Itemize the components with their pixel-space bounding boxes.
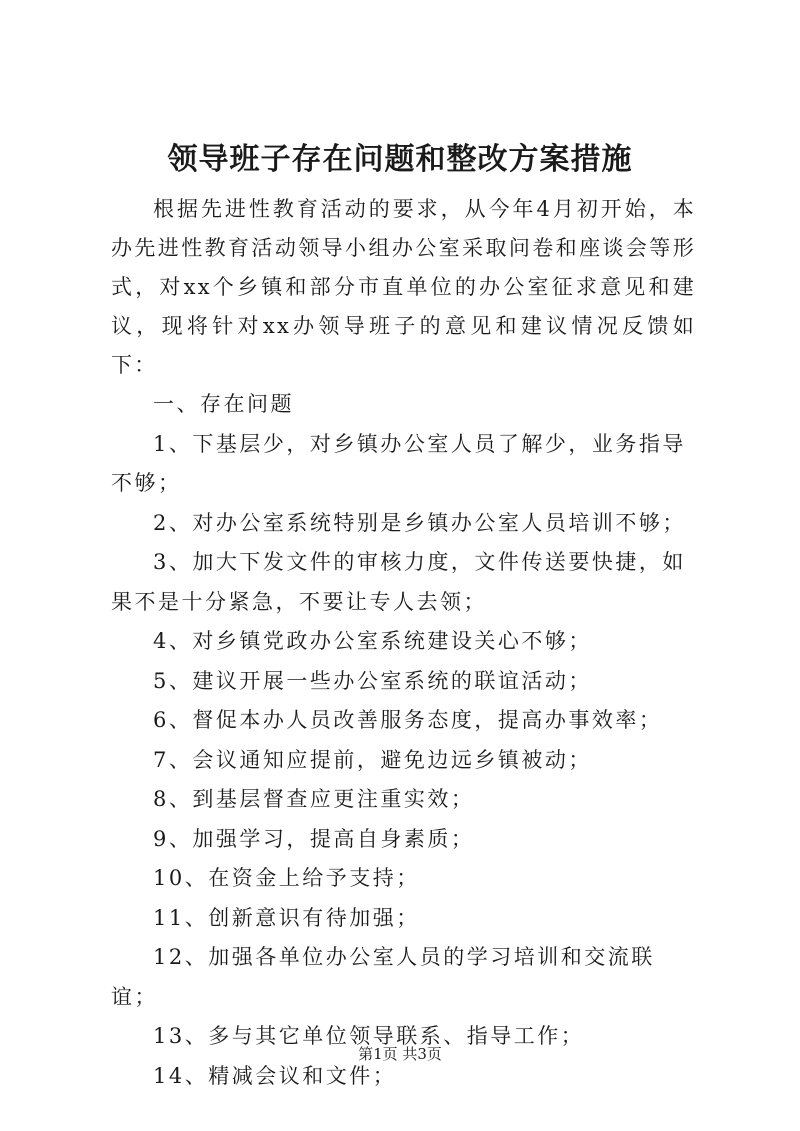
- list-item: 5、建议开展一些办公室系统的联谊活动；: [153, 668, 592, 693]
- section-heading: 一、存在问题: [153, 392, 294, 416]
- list-item: 10、在资金上给予支持；: [153, 866, 420, 890]
- list-item: 6、督促本办人员改善服务态度，提高办事效率；: [153, 708, 663, 732]
- list-item: 1、下基层少，对乡镇办公室人员了解少，业务指导不够；: [111, 431, 686, 495]
- list-item: 12、加强各单位办公室人员的学习培训和交流联谊；: [111, 945, 655, 1009]
- list-item: 3、加大下发文件的审核力度，文件传送要快捷，如果不是十分紧急，不要让专人去领；: [111, 550, 686, 614]
- list-item: 8、到基层督查应更注重实效；: [153, 787, 475, 811]
- list-item: 2、对办公室系统特别是乡镇办公室人员培训不够；: [153, 510, 686, 535]
- list-item: 9、加强学习，提高自身素质；: [153, 826, 475, 851]
- page-title: 领导班子存在问题和整改方案措施: [167, 142, 633, 177]
- document-body: [111, 190, 696, 1096]
- intro-paragraph: 根据先进性教育活动的要求，从今年4月初开始，本办先进性教育活动领导小组办公室采取问卷和座谈会等形式，对xx个乡镇和部分市直单位的办公室征求意见和建议，现将针对xx办领导班子的意见和建议情况反馈如下：: [111, 197, 696, 377]
- list-item: 11、创新意识有待加强；: [153, 905, 420, 930]
- list-item: 13、多与其它单位领导联系、指导工作；: [153, 1024, 585, 1048]
- list-item: 14、精减会议和文件；: [153, 1063, 397, 1088]
- list-item: 7、会议通知应提前，避免边远乡镇被动；: [153, 747, 592, 772]
- page-footer: 第1页 共3页: [358, 1045, 442, 1063]
- list-item: 4、对乡镇党政办公室系统建设关心不够；: [153, 629, 592, 653]
